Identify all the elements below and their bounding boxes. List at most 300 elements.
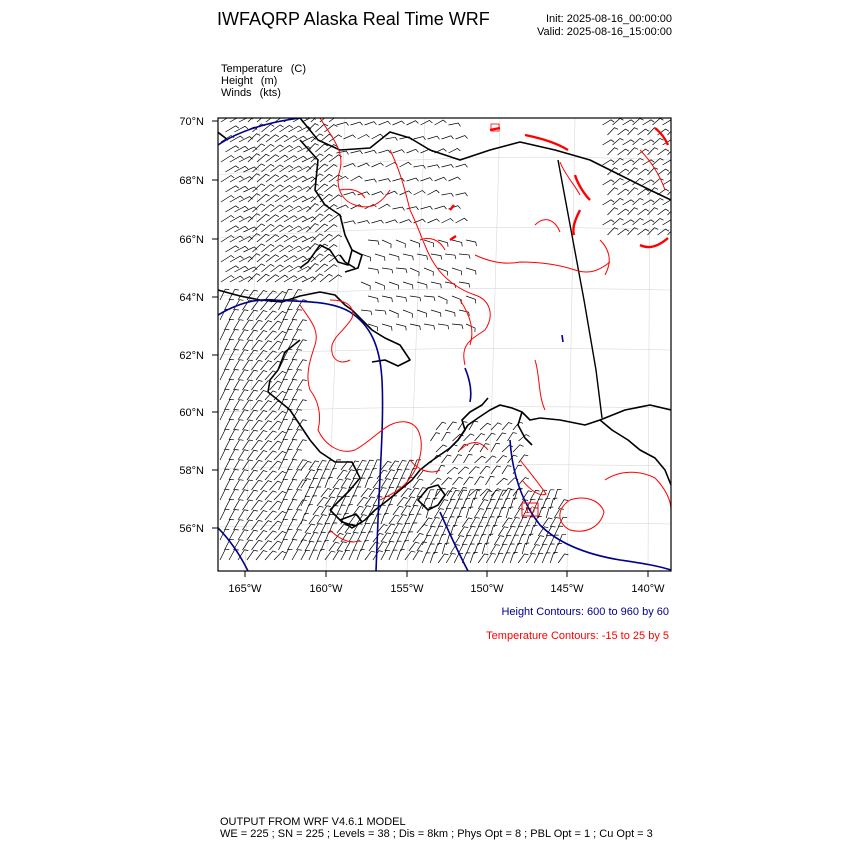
wind-barb xyxy=(449,123,461,126)
wind-barb xyxy=(435,177,447,181)
wind-barb xyxy=(470,535,479,545)
wind-barb xyxy=(466,324,475,332)
wind-barb xyxy=(283,389,292,400)
wind-barb xyxy=(456,218,468,223)
wind-barb xyxy=(243,420,254,430)
wind-barb xyxy=(252,520,263,530)
wind-barb xyxy=(261,501,272,510)
wind-barb xyxy=(663,160,675,165)
wind-barb xyxy=(428,219,440,223)
wind-barb xyxy=(510,552,518,563)
wind-barb xyxy=(618,229,629,235)
wind-barb xyxy=(261,341,272,350)
wind-barb xyxy=(497,433,507,441)
wind-barb xyxy=(247,430,258,440)
wind-barb xyxy=(508,433,517,441)
wind-barb xyxy=(491,489,501,496)
wind-barb xyxy=(238,310,248,320)
wind-barb xyxy=(469,489,480,496)
wind-barb xyxy=(449,148,461,153)
wind-barb xyxy=(542,535,551,545)
wind-barb xyxy=(613,158,624,165)
wind-barb xyxy=(229,470,239,481)
wind-barb xyxy=(410,240,420,247)
wind-barb xyxy=(469,467,479,474)
wind-barb xyxy=(638,229,649,235)
wind-barb xyxy=(379,150,391,153)
wind-barb xyxy=(329,195,342,202)
wind-barb xyxy=(668,228,679,235)
wind-barb xyxy=(234,320,244,330)
wind-barb xyxy=(554,509,564,518)
wind-barb xyxy=(220,429,229,440)
wind-barb xyxy=(279,519,288,530)
wind-barb xyxy=(225,499,235,510)
wind-barb xyxy=(270,441,282,450)
wind-barb xyxy=(274,531,286,540)
wind-barb xyxy=(522,543,529,554)
wind-barb xyxy=(502,553,510,563)
wind-barb xyxy=(389,254,399,261)
wind-barb xyxy=(498,544,507,554)
wind-barb xyxy=(608,148,619,155)
wind-barb xyxy=(345,487,354,497)
wind-barb xyxy=(414,165,426,168)
wind-barb xyxy=(252,380,263,390)
wind-barb xyxy=(261,421,272,430)
legend-winds: Winds (kts) xyxy=(221,87,281,99)
wind-barb xyxy=(456,136,468,140)
wind-barb xyxy=(668,188,679,195)
wind-barb xyxy=(445,254,456,259)
lon-label: 165°W xyxy=(228,583,262,595)
wind-barb xyxy=(270,541,282,550)
wind-barb xyxy=(220,389,229,400)
wind-barb xyxy=(502,488,512,496)
wind-barb xyxy=(252,420,263,430)
wind-barb xyxy=(243,440,254,450)
wind-barb xyxy=(292,350,302,360)
wind-barb xyxy=(497,456,507,464)
wind-barb xyxy=(413,479,423,488)
wind-barb xyxy=(658,169,669,175)
wind-barb xyxy=(431,478,442,485)
wind-barb xyxy=(435,206,447,209)
wind-barb xyxy=(386,137,398,140)
wind-barb xyxy=(438,324,449,329)
wind-barb xyxy=(410,324,420,330)
wind-barb xyxy=(653,198,664,205)
wind-barb xyxy=(317,532,326,542)
lon-axis xyxy=(228,571,665,595)
wind-barb xyxy=(643,140,655,145)
wind-barb xyxy=(283,369,292,380)
wind-barb xyxy=(368,296,378,302)
wind-barb xyxy=(337,151,349,154)
lon-label: 140°W xyxy=(631,583,665,595)
wind-barb xyxy=(648,148,659,155)
wind-barb xyxy=(643,220,655,225)
wind-barb xyxy=(414,137,426,140)
wind-barb xyxy=(229,370,239,381)
wind-barb xyxy=(261,401,272,410)
wind-barb xyxy=(274,311,286,320)
wind-barb xyxy=(382,296,392,302)
wind-barb xyxy=(329,175,342,182)
wind-barb xyxy=(431,433,440,441)
height-contours xyxy=(218,118,671,571)
wind-barb xyxy=(613,178,624,185)
wind-barb xyxy=(329,275,342,282)
wind-barb xyxy=(459,282,470,288)
wind-barb xyxy=(372,163,384,167)
wind-barb xyxy=(550,552,558,563)
wind-barb xyxy=(283,309,292,320)
wind-barb xyxy=(475,456,486,463)
wind-barb xyxy=(297,320,307,330)
legend-temperature: Temperature (C) xyxy=(221,63,307,75)
wind-barb xyxy=(554,526,563,536)
wind-barb xyxy=(482,543,489,554)
wind-barb xyxy=(486,476,495,485)
wind-barb xyxy=(344,135,356,139)
wind-barb xyxy=(305,487,314,497)
wind-barb xyxy=(279,459,288,470)
wind-barb xyxy=(297,400,307,410)
wind-barb xyxy=(414,191,426,196)
wind-barb xyxy=(365,150,377,153)
wind-barb xyxy=(220,329,229,340)
wind-barb xyxy=(407,121,419,125)
wind-barb xyxy=(397,550,405,560)
wind-barb xyxy=(426,526,435,536)
wind-barb xyxy=(220,549,229,560)
wind-barb xyxy=(252,460,263,470)
wind-barb xyxy=(288,420,298,431)
graticule xyxy=(218,118,671,571)
wind-barb xyxy=(220,409,229,420)
wind-barb xyxy=(247,490,258,500)
wind-barb xyxy=(288,320,298,331)
wind-barb xyxy=(447,467,458,474)
wind-barb xyxy=(256,531,267,541)
wind-barb xyxy=(558,500,568,509)
wind-barb xyxy=(431,254,442,260)
wind-barb xyxy=(270,341,282,350)
wind-barb xyxy=(445,310,455,317)
wind-barb xyxy=(305,541,314,551)
wind-barb xyxy=(653,138,664,145)
wind-barb xyxy=(628,168,639,175)
wind-barb xyxy=(252,440,263,450)
model-footer xyxy=(220,816,653,840)
wind-barb xyxy=(229,530,239,541)
wind-barb xyxy=(396,268,407,273)
wind-barb xyxy=(608,228,619,235)
height-contour-note: Height Contours: 600 to 960 by 60 xyxy=(501,606,669,618)
wind-barb xyxy=(283,329,292,340)
footer-line-2: WE = 225 ; SN = 225 ; Levels = 38 ; Dis = 8km ; Phys Opt = 8 ; PBL Opt = 1 ; Cu Opt = 3 xyxy=(220,828,653,840)
wind-barb xyxy=(453,477,463,485)
wind-barb xyxy=(458,467,469,474)
wind-barb xyxy=(256,351,267,361)
wind-barb xyxy=(256,511,267,521)
wind-barb xyxy=(270,421,282,430)
lon-label: 145°W xyxy=(550,583,584,595)
wind-barb xyxy=(317,478,326,488)
wind-barb xyxy=(375,282,384,290)
wind-barb xyxy=(292,550,302,560)
wind-barb xyxy=(234,340,244,350)
wind-barb xyxy=(220,369,229,380)
wind-barb xyxy=(623,140,635,145)
wind-barb xyxy=(261,441,272,450)
wind-barb xyxy=(633,118,644,125)
wind-barb xyxy=(288,540,298,551)
wind-barb xyxy=(396,324,406,330)
wind-barb xyxy=(618,129,629,135)
wind-barb xyxy=(365,460,374,470)
wind-barb xyxy=(256,371,267,381)
wind-barb xyxy=(447,422,457,430)
wind-barb xyxy=(464,477,474,485)
wind-barb xyxy=(344,192,356,195)
wind-barb xyxy=(288,380,298,391)
wind-barb xyxy=(382,324,392,331)
wind-barb xyxy=(283,549,292,560)
wind-barb xyxy=(653,118,664,125)
wind-barb xyxy=(633,138,644,145)
wind-barb xyxy=(424,268,433,276)
wind-barb xyxy=(628,128,639,135)
wind-barb xyxy=(247,470,258,480)
wind-barb xyxy=(321,523,330,533)
wind-barb xyxy=(638,189,649,195)
wind-barb xyxy=(424,296,435,301)
wind-barb xyxy=(603,180,615,185)
wind-barb xyxy=(313,541,322,551)
wind-barb xyxy=(283,449,292,460)
wind-barb xyxy=(238,390,248,400)
wind-barb xyxy=(256,491,267,501)
wind-barb xyxy=(452,324,463,329)
wind-barb xyxy=(238,330,248,340)
wind-barb xyxy=(480,444,489,452)
wind-barb xyxy=(502,423,512,431)
wind-barb xyxy=(238,430,248,440)
wind-barb xyxy=(475,434,485,442)
wind-barb xyxy=(422,535,431,545)
wind-barb xyxy=(274,491,286,500)
footer-line-1: OUTPUT FROM WRF V4.6.1 MODEL xyxy=(220,816,406,828)
wind-barb xyxy=(482,508,491,518)
wind-barb xyxy=(638,169,649,175)
wind-barb xyxy=(292,390,302,400)
wind-barb xyxy=(252,340,263,350)
lat-label: 66°N xyxy=(179,234,204,246)
wind-barb xyxy=(365,179,377,182)
wind-barb xyxy=(274,451,286,460)
wind-barb xyxy=(389,282,399,289)
wind-barb xyxy=(337,505,346,515)
wind-barb xyxy=(361,469,370,479)
wind-barb xyxy=(270,321,282,330)
wind-barb xyxy=(514,526,523,536)
svg-text:10: 10 xyxy=(524,505,536,515)
lat-label: 64°N xyxy=(179,292,204,304)
wind-barb xyxy=(279,439,288,450)
wind-barb xyxy=(234,500,244,510)
lat-label: 60°N xyxy=(179,407,204,419)
wind-barb xyxy=(633,158,644,165)
legend-height: Height (m) xyxy=(221,75,278,87)
wind-barb xyxy=(238,370,248,380)
wind-barb xyxy=(442,432,451,441)
wind-barbs xyxy=(220,114,678,563)
wind-barb xyxy=(393,541,402,551)
coastline xyxy=(215,118,671,528)
wind-barb xyxy=(325,478,333,488)
wind-barb xyxy=(229,310,239,321)
wind-barb xyxy=(234,420,244,430)
wind-barb xyxy=(452,240,462,246)
wind-barb xyxy=(292,470,302,480)
wind-barb xyxy=(283,429,292,440)
wind-barb xyxy=(393,121,405,125)
wind-barb xyxy=(256,291,267,301)
wind-barb xyxy=(633,198,644,205)
wind-barb xyxy=(648,208,659,215)
wind-barb xyxy=(400,220,412,224)
wind-barb xyxy=(497,478,508,485)
wind-barb xyxy=(417,310,427,317)
wind-barb xyxy=(283,529,292,540)
wind-barb xyxy=(436,422,446,430)
wind-barb xyxy=(256,411,267,421)
wind-barb xyxy=(297,440,307,450)
wind-barb xyxy=(623,220,635,225)
wind-barb xyxy=(663,200,675,205)
wind-barb xyxy=(234,400,244,410)
wind-barb xyxy=(643,120,655,125)
wind-barb xyxy=(648,228,659,235)
wind-barb xyxy=(220,489,229,500)
wind-barb xyxy=(491,466,501,474)
wind-barb xyxy=(658,209,669,215)
wind-barb xyxy=(422,553,430,563)
wind-barb xyxy=(274,291,286,300)
wind-barb xyxy=(519,478,529,486)
wind-barb xyxy=(220,509,229,520)
wind-barb xyxy=(353,541,362,551)
wind-barb xyxy=(379,121,391,125)
wind-barb xyxy=(238,530,248,540)
wind-barb xyxy=(337,122,349,125)
wind-barb xyxy=(225,319,235,330)
wind-barb xyxy=(247,530,258,540)
wind-barb xyxy=(292,450,302,460)
wind-barb xyxy=(247,310,258,320)
wind-barb xyxy=(478,517,487,527)
wind-barb xyxy=(475,477,484,485)
wind-barb xyxy=(225,359,235,370)
wind-barb xyxy=(238,350,248,360)
wind-barb xyxy=(234,480,244,490)
wind-barb xyxy=(247,510,258,520)
wind-barb xyxy=(410,268,419,276)
wind-barb xyxy=(403,282,413,289)
wind-barb xyxy=(502,466,511,474)
wind-barb xyxy=(518,517,527,527)
wind-barb xyxy=(628,208,639,215)
wind-barb xyxy=(410,296,421,301)
wind-barb xyxy=(297,360,307,370)
wind-barb xyxy=(325,460,334,470)
wind-barb xyxy=(608,128,619,135)
wind-barb xyxy=(252,500,263,510)
wind-barb xyxy=(225,339,235,350)
wind-barb xyxy=(256,451,267,461)
wind-barb xyxy=(234,380,244,390)
wind-barb xyxy=(292,310,302,320)
wind-barb xyxy=(288,480,298,491)
wind-barb xyxy=(247,410,258,420)
wind-barb xyxy=(225,439,235,450)
wind-barb xyxy=(243,520,254,530)
wind-barb xyxy=(337,205,349,209)
wind-barb xyxy=(247,550,258,560)
wind-barb xyxy=(486,499,495,509)
wind-barb xyxy=(434,526,443,536)
wind-barb xyxy=(613,218,624,225)
wind-barb xyxy=(386,220,398,223)
wind-barb xyxy=(603,220,615,225)
wind-barb xyxy=(452,268,462,275)
wind-barb xyxy=(229,330,239,341)
wind-barb xyxy=(490,545,500,554)
wind-barb xyxy=(220,449,229,460)
wind-barb xyxy=(292,530,302,540)
wind-barb xyxy=(494,553,503,563)
wind-barb xyxy=(401,469,410,479)
wind-barb xyxy=(389,550,398,560)
wind-barb xyxy=(229,450,239,461)
wind-barb xyxy=(274,431,286,440)
wind-barb xyxy=(428,165,440,168)
wind-barb xyxy=(653,218,664,225)
wind-barb xyxy=(413,533,424,542)
wind-barb xyxy=(357,550,365,560)
wind-barb xyxy=(256,311,267,321)
wind-barb xyxy=(288,460,298,471)
wind-barb xyxy=(234,440,244,450)
wind-barb xyxy=(643,200,655,205)
wind-barb xyxy=(243,400,254,410)
wind-barb xyxy=(431,310,441,317)
wind-barb xyxy=(382,240,391,248)
wind-barb xyxy=(428,136,440,139)
wind-barb xyxy=(613,118,624,125)
lat-label: 62°N xyxy=(179,350,204,362)
wind-barb xyxy=(603,160,615,165)
temperature-contour-note: Temperature Contours: -15 to 25 by 5 xyxy=(486,630,669,642)
wind-barb xyxy=(279,499,288,510)
wind-barb xyxy=(288,440,298,451)
wind-barb xyxy=(243,320,254,330)
wind-barb xyxy=(663,180,675,185)
wind-barb xyxy=(225,379,235,390)
map-frame xyxy=(218,118,671,571)
